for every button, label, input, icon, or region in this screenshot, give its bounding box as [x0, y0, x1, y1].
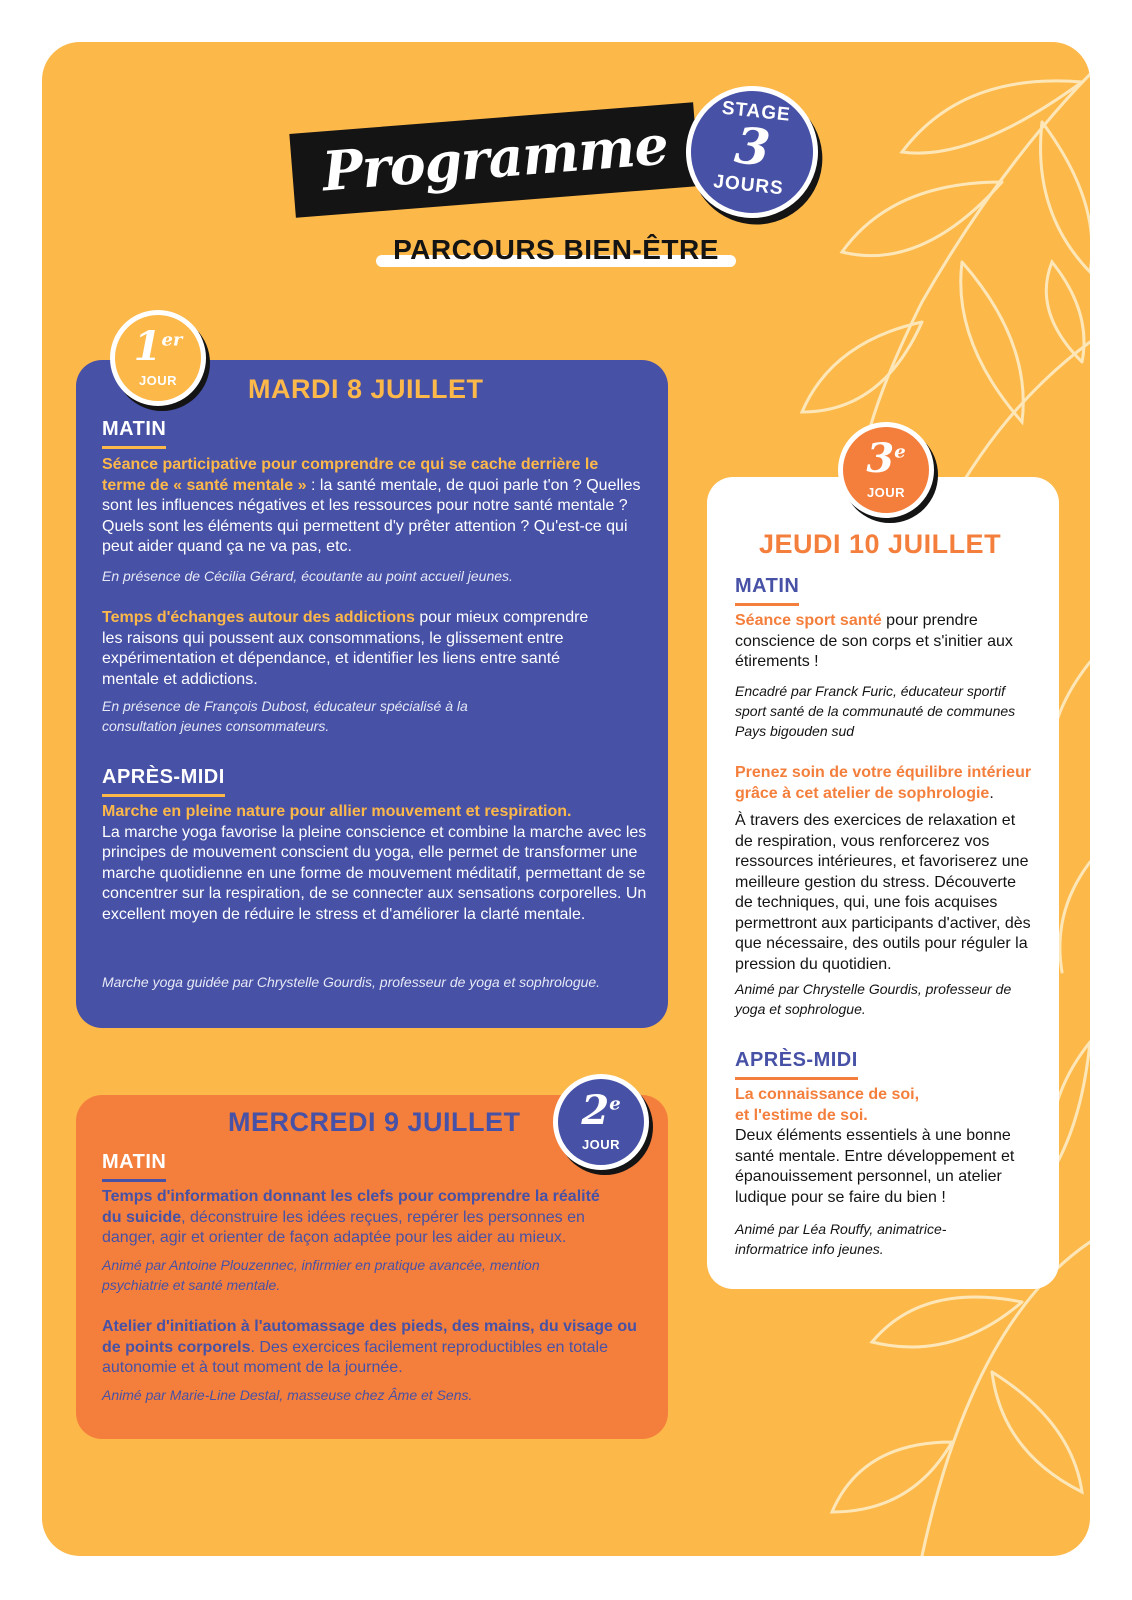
- day3-activity3-title: La connaissance de soi, et l'estime de soi.: [735, 1086, 920, 1124]
- day1-activity3: [102, 802, 648, 925]
- day2-activity2-credit: Animé par Marie-Line Destal, masseuse chez Âme et Sens.: [102, 1387, 473, 1403]
- day2-matin-heading: [102, 1151, 166, 1177]
- day2-badge-label: JOUR: [581, 1137, 621, 1152]
- underline: [735, 1077, 858, 1080]
- day1-activity2-title: Temps d'échanges autour des addictions: [102, 609, 415, 626]
- day2-matin-label: MATIN: [102, 1151, 167, 1173]
- day3-activity1: [735, 611, 1015, 673]
- underline: [102, 1179, 166, 1182]
- day3-activity2-title: Prenez soin de votre équilibre intérieur grâce à cet atelier de sophrologie: [735, 764, 1032, 802]
- day1-activity3-title: Marche en pleine nature pour allier mouvement et respiration.: [102, 803, 572, 820]
- day2-activity2-text: . Des exercices facilement reproductibles en totale autonomie et à tout moment de la journée.: [102, 1338, 608, 1376]
- day1-badge-number: 1: [133, 323, 162, 370]
- day2-badge: [553, 1074, 649, 1170]
- day3-badge: [838, 422, 934, 518]
- day1-activity3-text: La marche yoga favorise la pleine conscience et combine la marche avec les principes de mouvement conscient du yoga, elle permet de transformer une marche quotidienne en une forme de mouvement méditatif, permettant de se concentrer sur la respiration, de se connecter aux sensations corporelles. Un excellent moyen de réduire le stress et d'améliorer la clarté mentale.: [102, 823, 647, 923]
- day1-matin-heading: [102, 418, 166, 444]
- stamp-top-text: STAGE: [720, 97, 792, 126]
- day1-apresmidi-heading: [102, 766, 225, 792]
- day3-title: JEUDI 10 JUILLET: [759, 529, 1002, 559]
- underline: [102, 446, 166, 449]
- day1-activity3-credit: Marche yoga guidée par Chrystelle Gourdis, professeur de yoga et sophrologue.: [102, 974, 601, 990]
- underline: [102, 794, 225, 797]
- day3-activity2-credit: Animé par Chrystelle Gourdis, professeur de yoga et sophrologue.: [735, 981, 1012, 1017]
- day3-badge-number: 3: [866, 435, 895, 482]
- day1-apresmidi-label: APRÈS-MIDI: [102, 766, 225, 788]
- page-subtitle: PARCOURS BIEN-ÊTRE: [393, 234, 719, 265]
- day2-badge-suffix: e: [609, 1093, 621, 1115]
- day3-activity1-title: Séance sport santé: [735, 612, 882, 629]
- day3-activity3: [735, 1085, 1035, 1208]
- day3-activity3-credit: Animé par Léa Rouffy, animatrice-informatrice info jeunes.: [735, 1221, 947, 1257]
- day1-activity2: [102, 608, 602, 690]
- day1-card: [76, 360, 668, 1028]
- day3-apresmidi-heading: [735, 1049, 858, 1075]
- day3-card: [707, 477, 1059, 1289]
- page-title: Programme: [320, 112, 670, 204]
- day1-activity1-text: : la santé mentale, de quoi parle t'on ? Quelles sont les influences négatives et les ressources pour notre santé mentale ? Quels sont les éléments qui permettent d'y prêter attention ? Qu'est-ce qui peut aider quand ça ne va pas, etc.: [102, 476, 641, 555]
- day1-badge-label: JOUR: [138, 373, 178, 388]
- day3-activity3-text: Deux éléments essentiels à une bonne santé mentale. Entre développement et épanouissement personnel, un atelier ludique pour se faire du bien !: [735, 1127, 1015, 1206]
- day2-activity1: [102, 1187, 622, 1249]
- stamp-number: 3: [732, 115, 773, 178]
- day1-activity2-text: pour mieux comprendre les raisons qui poussent aux consommations, le glissement entre expérimentation et dépendance, et identifier les liens entre santé mentale et addictions.: [102, 609, 589, 688]
- day3-activity1-credit: Encadré par Franck Furic, éducateur sportif sport santé de la communauté de communes Pays bigouden sud: [735, 683, 1016, 739]
- day2-activity2-title: Atelier d'initiation à l'automassage des pieds, des mains, du visage ou de points corporels: [102, 1318, 637, 1356]
- day2-activity1-text: , déconstruire les idées reçues, repérer les personnes en danger, agir et orienter de façon adaptée pour les aider au mieux.: [102, 1208, 585, 1246]
- day1-activity1-credit: En présence de Cécilia Gérard, écoutante au point accueil jeunes.: [102, 568, 513, 584]
- day1-badge-suffix: er: [161, 329, 183, 351]
- day3-badge-label: JOUR: [866, 485, 906, 500]
- day3-apresmidi-label: APRÈS-MIDI: [735, 1049, 858, 1071]
- day1-badge: [110, 310, 206, 406]
- day1-activity1-title: Séance participative pour comprendre ce qui se cache derrière le terme de « santé mentale »: [102, 456, 599, 494]
- day2-title: MERCREDI 9 JUILLET: [228, 1107, 521, 1137]
- day1-activity1: [102, 455, 642, 558]
- day2-activity2: [102, 1317, 642, 1379]
- stamp-bottom-text: JOURS: [712, 171, 785, 200]
- day3-activity2: [735, 763, 1041, 804]
- day3-activity2-dot: .: [989, 784, 994, 802]
- underline: [735, 603, 799, 606]
- day2-activity1-credit: Animé par Antoine Plouzennec, infirmier en pratique avancée, mention psychiatrie et santé mentale.: [102, 1257, 540, 1293]
- day2-badge-number: 2: [581, 1087, 610, 1134]
- day3-activity2-text: À travers des exercices de relaxation et de respiration, vous renforcerez vos ressources intérieures, et favoriserez une meilleure gestion du stress. Découverte de techniques, qui, une fois acquises permettront aux participants d'activer, dès que nécessaire, des outils pour réguler la pression du quotidien.: [735, 812, 1031, 973]
- day1-title: MARDI 8 JUILLET: [248, 374, 484, 404]
- day3-matin-label: MATIN: [735, 575, 800, 597]
- day3-badge-suffix: e: [894, 441, 906, 463]
- day3-matin-heading: [735, 575, 799, 601]
- day1-activity2-credit: En présence de François Dubost, éducateur spécialisé à la consultation jeunes consommateurs.: [102, 698, 468, 734]
- day1-matin-label: MATIN: [102, 418, 167, 440]
- day2-activity1-title: Temps d'information donnant les clefs pour comprendre la réalité du suicide: [102, 1188, 600, 1226]
- day3-activity1-text: pour prendre conscience de son corps et s'initier aux étirements !: [735, 612, 1013, 670]
